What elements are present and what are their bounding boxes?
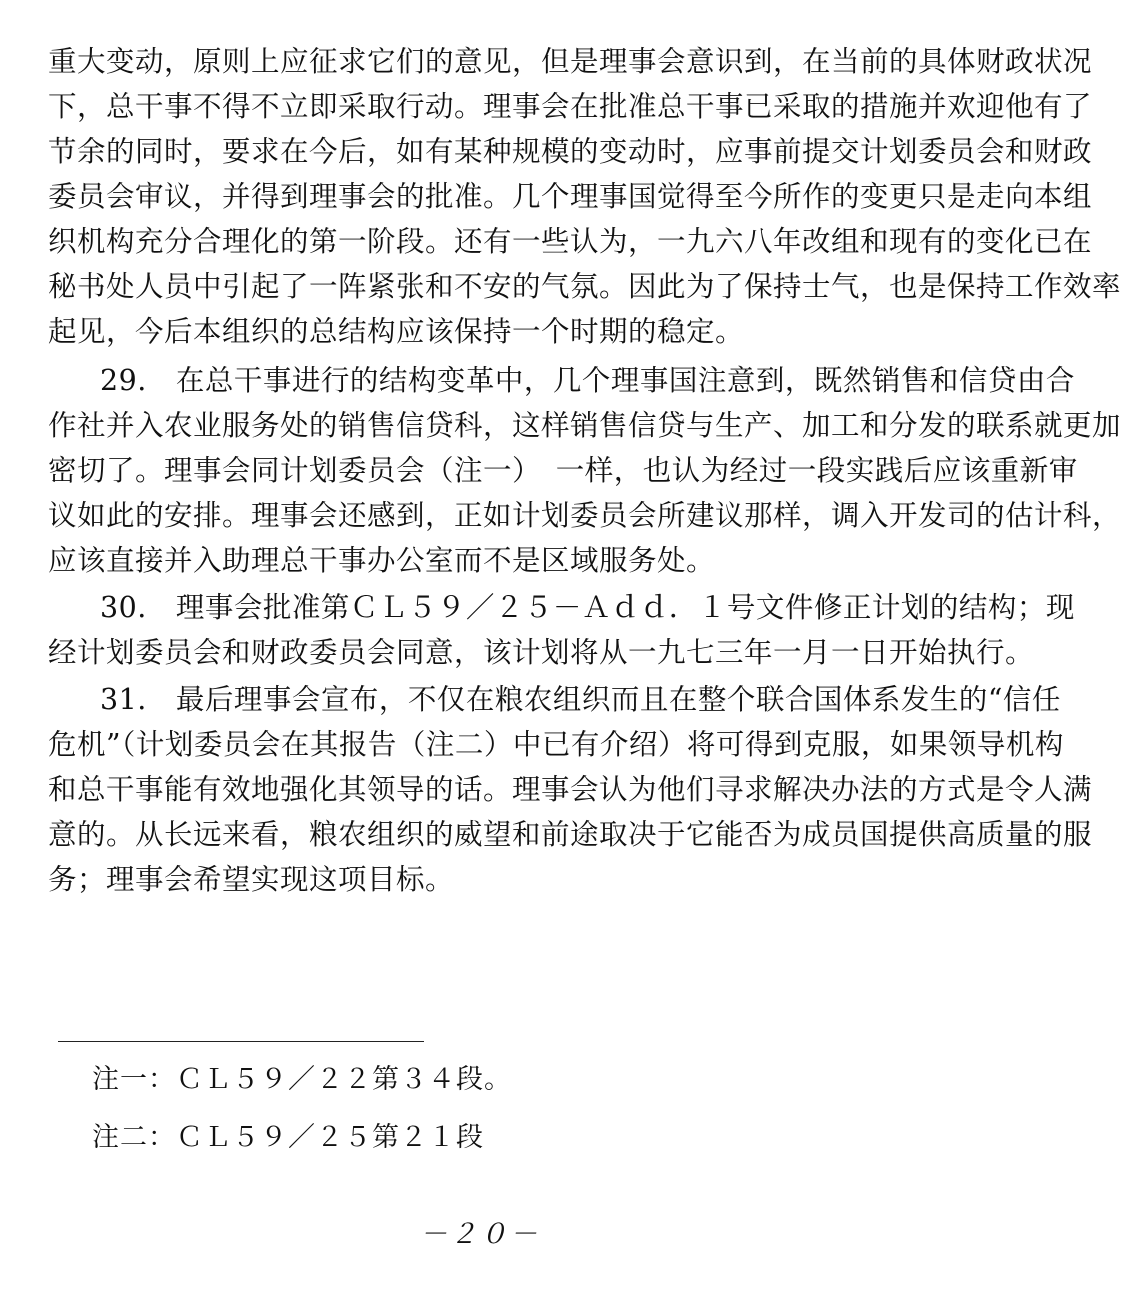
text-line: 下，总干事不得不立即采取行动。理事会在批准总干事已采取的措施并欢迎他有了	[48, 90, 1093, 123]
text-line: 危机”（计划委员会在其报告（注二）中已有介绍）将可得到克服，如果领导机构	[48, 728, 1064, 761]
text-line: 起见，今后本组织的总结构应该保持一个时期的稳定。	[48, 315, 745, 348]
paragraph-29-start: 29. 在总干事进行的结构变革中，几个理事国注意到，既然销售和信贷由合	[100, 364, 1075, 397]
text-line: 秘书处人员中引起了一阵紧张和不安的气氛。因此为了保持士气，也是保持工作效率	[48, 270, 1121, 303]
paragraph-31-start: 31. 最后理事会宣布，不仅在粮农组织而且在整个联合国体系发生的“信任	[100, 683, 1061, 716]
text-line: 织机构充分合理化的第一阶段。还有一些认为，一九六八年改组和现有的变化已在	[48, 225, 1093, 258]
footnote-1: 注一：ＣＬ５９／２２第３４段。	[92, 1064, 512, 1095]
page-number: －２０－	[420, 1219, 540, 1250]
text-line: 密切了。理事会同计划委员会（注一） 一样，也认为经过一段实践后应该重新审	[48, 454, 1078, 487]
text-line: 和总干事能有效地强化其领导的话。理事会认为他们寻求解决办法的方式是令人满	[48, 773, 1093, 806]
paragraph-30-start: 30. 理事会批准第ＣＬ５９／２５－Ａｄｄ．１号文件修正计划的结构；现	[100, 591, 1075, 624]
text-line: 作社并入农业服务处的销售信贷科，这样销售信贷与生产、加工和分发的联系就更加	[48, 409, 1121, 442]
footnote-2: 注二：ＣＬ５９／２５第２１段	[92, 1122, 484, 1153]
text-line: 意的。从长远来看，粮农组织的威望和前途取决于它能否为成员国提供高质量的服	[48, 818, 1093, 851]
text-line: 节余的同时，要求在今后，如有某种规模的变动时，应事前提交计划委员会和财政	[48, 135, 1093, 168]
text-line: 务；理事会希望实现这项目标。	[48, 863, 455, 896]
text-line: 经计划委员会和财政委员会同意，该计划将从一九七三年一月一日开始执行。	[48, 636, 1035, 669]
text-line: 重大变动，原则上应征求它们的意见，但是理事会意识到，在当前的具体财政状况	[48, 45, 1093, 78]
text-line: 议如此的安排。理事会还感到，正如计划委员会所建议那样，调入开发司的估计科，	[48, 499, 1121, 532]
footnote-divider	[58, 1041, 424, 1042]
text-line: 应该直接并入助理总干事办公室而不是区域服务处。	[48, 544, 716, 577]
text-line: 委员会审议，并得到理事会的批准。几个理事国觉得至今所作的变更只是走向本组	[48, 180, 1093, 213]
